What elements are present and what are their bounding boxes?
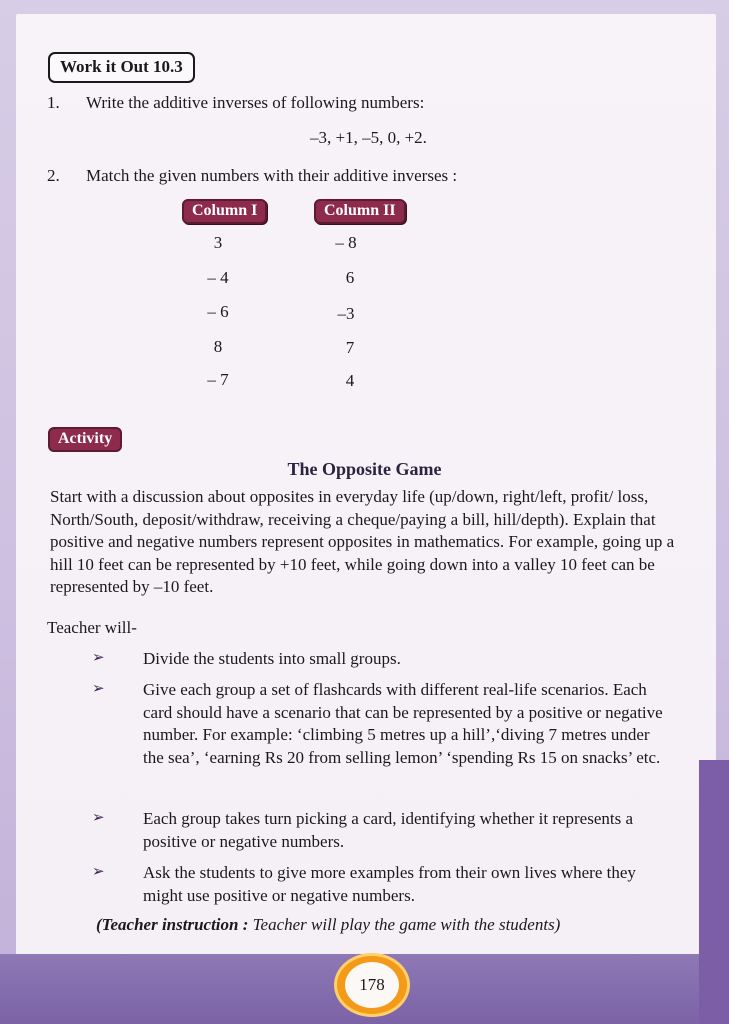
activity-paragraph: Start with a discussion about opposites in everyday life (up/down, right/left, profit/ loss, North/South, deposit/withdraw, receiving a cheque/paying a bill, hill/depth). Explain that positive and negative numbers represent opposites in mathematics. For example, going up a hill 10 feet can be represented by +10 feet, while going down into a valley 10 feet can be represented by –10 feet.	[50, 487, 675, 596]
page-number-badge	[334, 953, 410, 1017]
arrow-bullet-icon: ➢	[92, 681, 105, 697]
bullet-item: Give each group a set of flashcards with different real-life scenarios. Each card should have a scenario that can be represented by a positive or negative number. For example: ‘climbing 5 metres up a hill’,‘diving 7 metres under the sea’, ‘earning Rs 20 from selling lemon’ ‘spending Rs 15 on snacks’ etc.	[143, 680, 663, 767]
arrow-bullet-icon: ➢	[92, 810, 105, 826]
teacher-will-label: Teacher will-	[47, 618, 137, 637]
activity-title: The Opposite Game	[287, 459, 442, 479]
q1-numbers: –3, +1, –5, 0, +2.	[310, 128, 427, 147]
activity-badge: Activity	[48, 427, 122, 452]
side-band	[699, 760, 729, 1024]
col1-cell: 3	[213, 233, 223, 252]
q2-text: Match the given numbers with their additive inverses :	[86, 166, 458, 185]
bullet-item: Each group takes turn picking a card, identifying whether it represents a positive or negative numbers.	[143, 809, 633, 851]
arrow-bullet-icon: ➢	[92, 864, 105, 880]
col2-cell: – 8	[335, 233, 357, 252]
page-number: 178	[345, 962, 399, 1008]
col1-cell: – 6	[207, 302, 229, 321]
bullet-item: Ask the students to give more examples from their own lives where they might use positive or negative numbers.	[143, 863, 636, 905]
q1-text: Write the additive inverses of following numbers:	[86, 93, 425, 112]
column-1-header: Column I	[182, 199, 267, 224]
bullet-item: Divide the students into small groups.	[143, 649, 401, 668]
col1-cell: – 4	[207, 268, 229, 287]
instruction-text: Teacher will play the game with the students)	[252, 915, 561, 934]
work-it-out-badge: Work it Out 10.3	[48, 52, 195, 83]
col2-cell: 4	[345, 371, 355, 390]
q2-number: 2.	[47, 166, 60, 185]
col2-cell: 7	[345, 338, 355, 357]
col2-cell: 6	[345, 268, 355, 287]
q1-number: 1.	[47, 93, 60, 112]
teacher-instruction	[96, 915, 560, 935]
arrow-bullet-icon: ➢	[92, 650, 105, 666]
col1-cell: – 7	[207, 370, 229, 389]
col2-cell: –3	[337, 304, 355, 323]
instruction-label: (Teacher instruction :	[96, 915, 249, 934]
column-2-header: Column II	[314, 199, 406, 224]
col1-cell: 8	[213, 337, 223, 356]
